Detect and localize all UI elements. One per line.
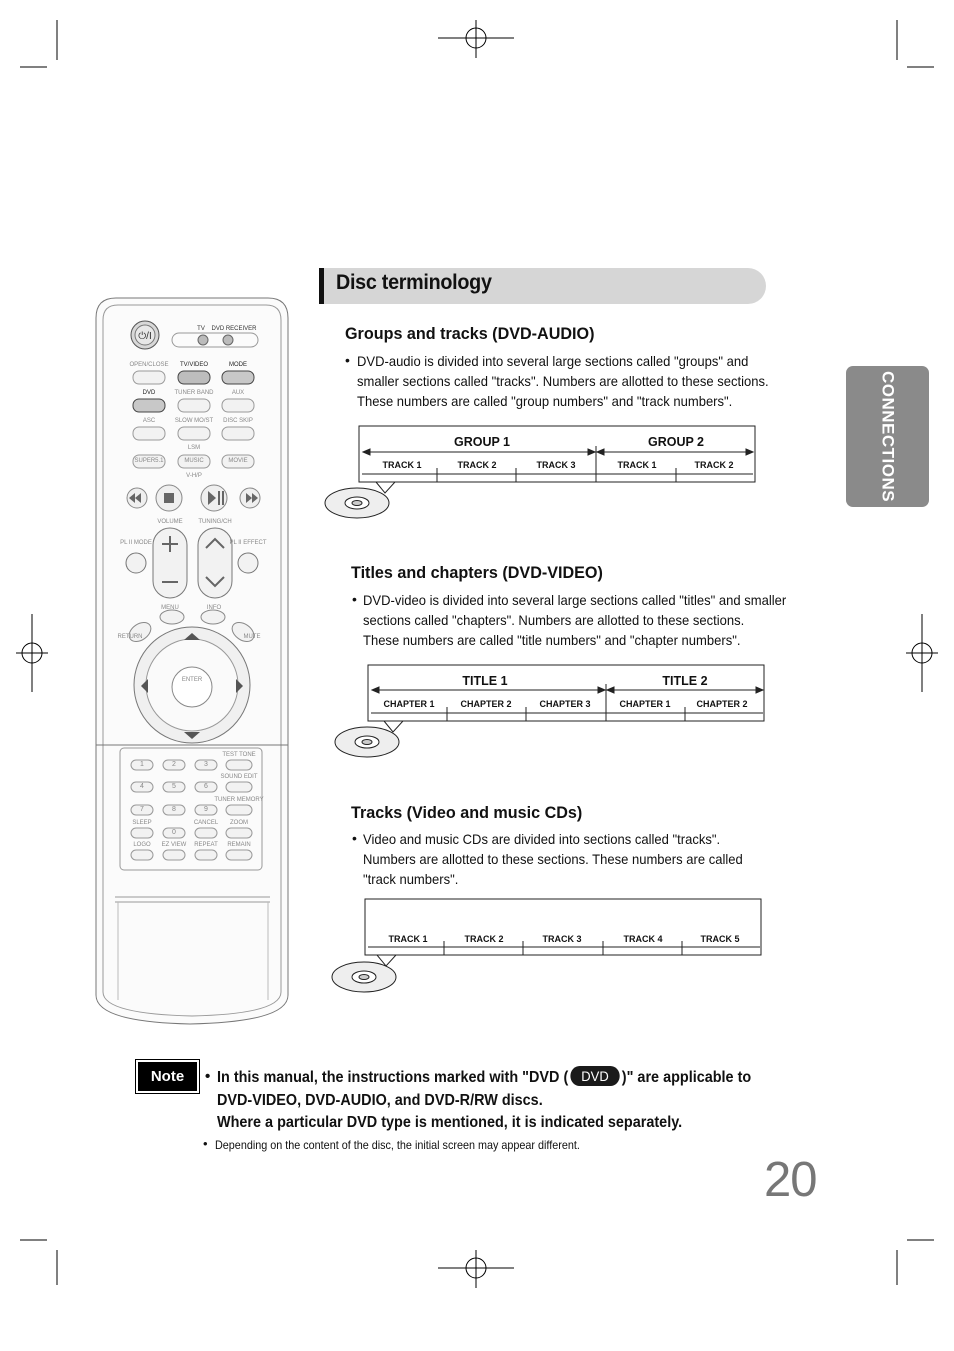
remote-label-pl-effect: PL II EFFECT [229, 540, 267, 546]
remote-label-return: RETURN [117, 634, 143, 640]
chapter-label: CHAPTER 2 [460, 699, 512, 709]
title-label: TITLE 2 [662, 674, 708, 688]
chapter-label: CHAPTER 1 [619, 699, 671, 709]
track-label: TRACK 2 [464, 934, 504, 944]
page-number: 20 [764, 1153, 817, 1207]
remote-label-dvd-receiver: DVD RECEIVER [211, 326, 257, 332]
track-label: TRACK 5 [700, 934, 740, 944]
remote-digit: 8 [172, 806, 176, 813]
track-label: TRACK 2 [694, 460, 734, 470]
remote-label-mute: MUTE [243, 634, 261, 640]
chapter-label: CHAPTER 3 [539, 699, 591, 709]
section-title-titles-chapters: Titles and chapters (DVD-VIDEO) [351, 563, 603, 582]
remote-digit: 6 [204, 783, 208, 790]
remote-label-tuning: TUNING/CH [198, 519, 232, 525]
remote-label-disc-skip: DISC SKIP [223, 418, 253, 424]
remote-label-open-close: OPEN/CLOSE [129, 362, 169, 368]
remote-label-enter: ENTER [181, 677, 203, 683]
remote-label-ez-view: EZ VIEW [161, 842, 187, 848]
remote-label-music: MUSIC [184, 458, 204, 464]
remote-label-dvd: DVD [142, 390, 156, 396]
remote-label-zoom: ZOOM [230, 820, 248, 826]
group-label: GROUP 1 [453, 435, 511, 449]
remote-digit: 4 [140, 783, 144, 790]
bullet: • [352, 830, 357, 846]
remote-label-slow: SLOW MO/ST [174, 418, 214, 424]
note-subtext: Depending on the content of the disc, the initial screen may appear different. [215, 1138, 580, 1152]
track-label: TRACK 4 [623, 934, 663, 944]
side-tab-label: CONNECTIONS [878, 370, 898, 503]
remote-label-cancel: CANCEL [193, 820, 219, 826]
remote-digit: 5 [172, 783, 176, 790]
remote-digit: 9 [204, 806, 208, 813]
section-title-groups-tracks: Groups and tracks (DVD-AUDIO) [345, 324, 595, 343]
remote-label-supers: SUPER5.1 [134, 458, 164, 464]
remote-label-repeat: REPEAT [194, 842, 218, 848]
track-label: TRACK 1 [382, 460, 422, 470]
remote-label-sound-edit: SOUND EDIT [220, 774, 258, 780]
track-label: TRACK 1 [617, 460, 657, 470]
section-title-tracks-cds: Tracks (Video and music CDs) [351, 803, 583, 822]
remote-label-info: INFO [206, 605, 222, 611]
note-label: Note [138, 1062, 197, 1091]
chapter-label: CHAPTER 1 [383, 699, 435, 709]
remote-label-mode: MODE [229, 362, 247, 368]
remote-label-vhp: V-H/P [186, 473, 202, 479]
remote-label-pl-mode: PL II MODE [120, 540, 152, 546]
bullet: • [352, 591, 357, 607]
remote-digit: 3 [204, 761, 208, 768]
note-text: In this manual, the instructions marked with "DVD ( DVD )" are applicable to DVD-VIDEO, DVD-AUDIO, and DVD-R/RW discs. Where a particular DVD type is mentioned, it is indicated separately. [217, 1068, 752, 1131]
remote-label-tv-video: TV/VIDEO [179, 362, 209, 368]
remote-label-lsm: LSM [187, 445, 201, 451]
title-label: TITLE 1 [462, 674, 508, 688]
remote-label-logo: LOGO [133, 842, 151, 848]
section-text-tracks-cds: Video and music CDs are divided into sections called "tracks". Numbers are allotted to these sections. These numbers are called "track numbers". [363, 831, 743, 887]
bullet: • [345, 352, 350, 368]
dvd-badge: DVD [570, 1066, 620, 1086]
svg-text:⏻/I: ⏻/I [138, 331, 152, 342]
remote-digit: 2 [172, 761, 176, 768]
remote-label-tuner-memory: TUNER MEMORY [214, 797, 264, 803]
group-label: GROUP 2 [647, 435, 705, 449]
remote-label-movie: MOVIE [228, 458, 248, 464]
chapter-label: CHAPTER 2 [696, 699, 748, 709]
track-label: TRACK 3 [536, 460, 576, 470]
remote-digit: 7 [140, 806, 144, 813]
remote-label-menu: MENU [161, 605, 179, 611]
bullet: • [205, 1068, 211, 1085]
track-label: TRACK 2 [457, 460, 497, 470]
remote-label-sleep: SLEEP [132, 820, 152, 826]
remote-label-test-tone: TEST TONE [222, 752, 256, 758]
section-text-titles-chapters: DVD-video is divided into several large sections called "titles" and smaller sections called "chapters". Numbers are allotted to these sections. These numbers are called "title numbers" and "chapter numbers". [363, 592, 787, 648]
remote-label-tuner-band: TUNER BAND [174, 390, 214, 396]
bullet: • [203, 1136, 208, 1151]
remote-digit: 1 [140, 761, 144, 768]
remote-label-volume: VOLUME [157, 519, 183, 525]
remote-label-tv: TV [197, 326, 205, 332]
section-text-groups-tracks: DVD-audio is divided into several large sections called "groups" and smaller sections called "tracks". Numbers are allotted to these sections. These numbers are called "group numbers" and "track numbers". [357, 353, 769, 409]
remote-label-remain: REMAIN [227, 842, 251, 848]
track-label: TRACK 3 [542, 934, 582, 944]
remote-label-aux: AUX [231, 390, 245, 396]
page-title: Disc terminology [336, 271, 492, 294]
remote-digit: 0 [172, 829, 176, 836]
remote-label-asc: ASC [142, 418, 156, 424]
track-label: TRACK 1 [388, 934, 428, 944]
